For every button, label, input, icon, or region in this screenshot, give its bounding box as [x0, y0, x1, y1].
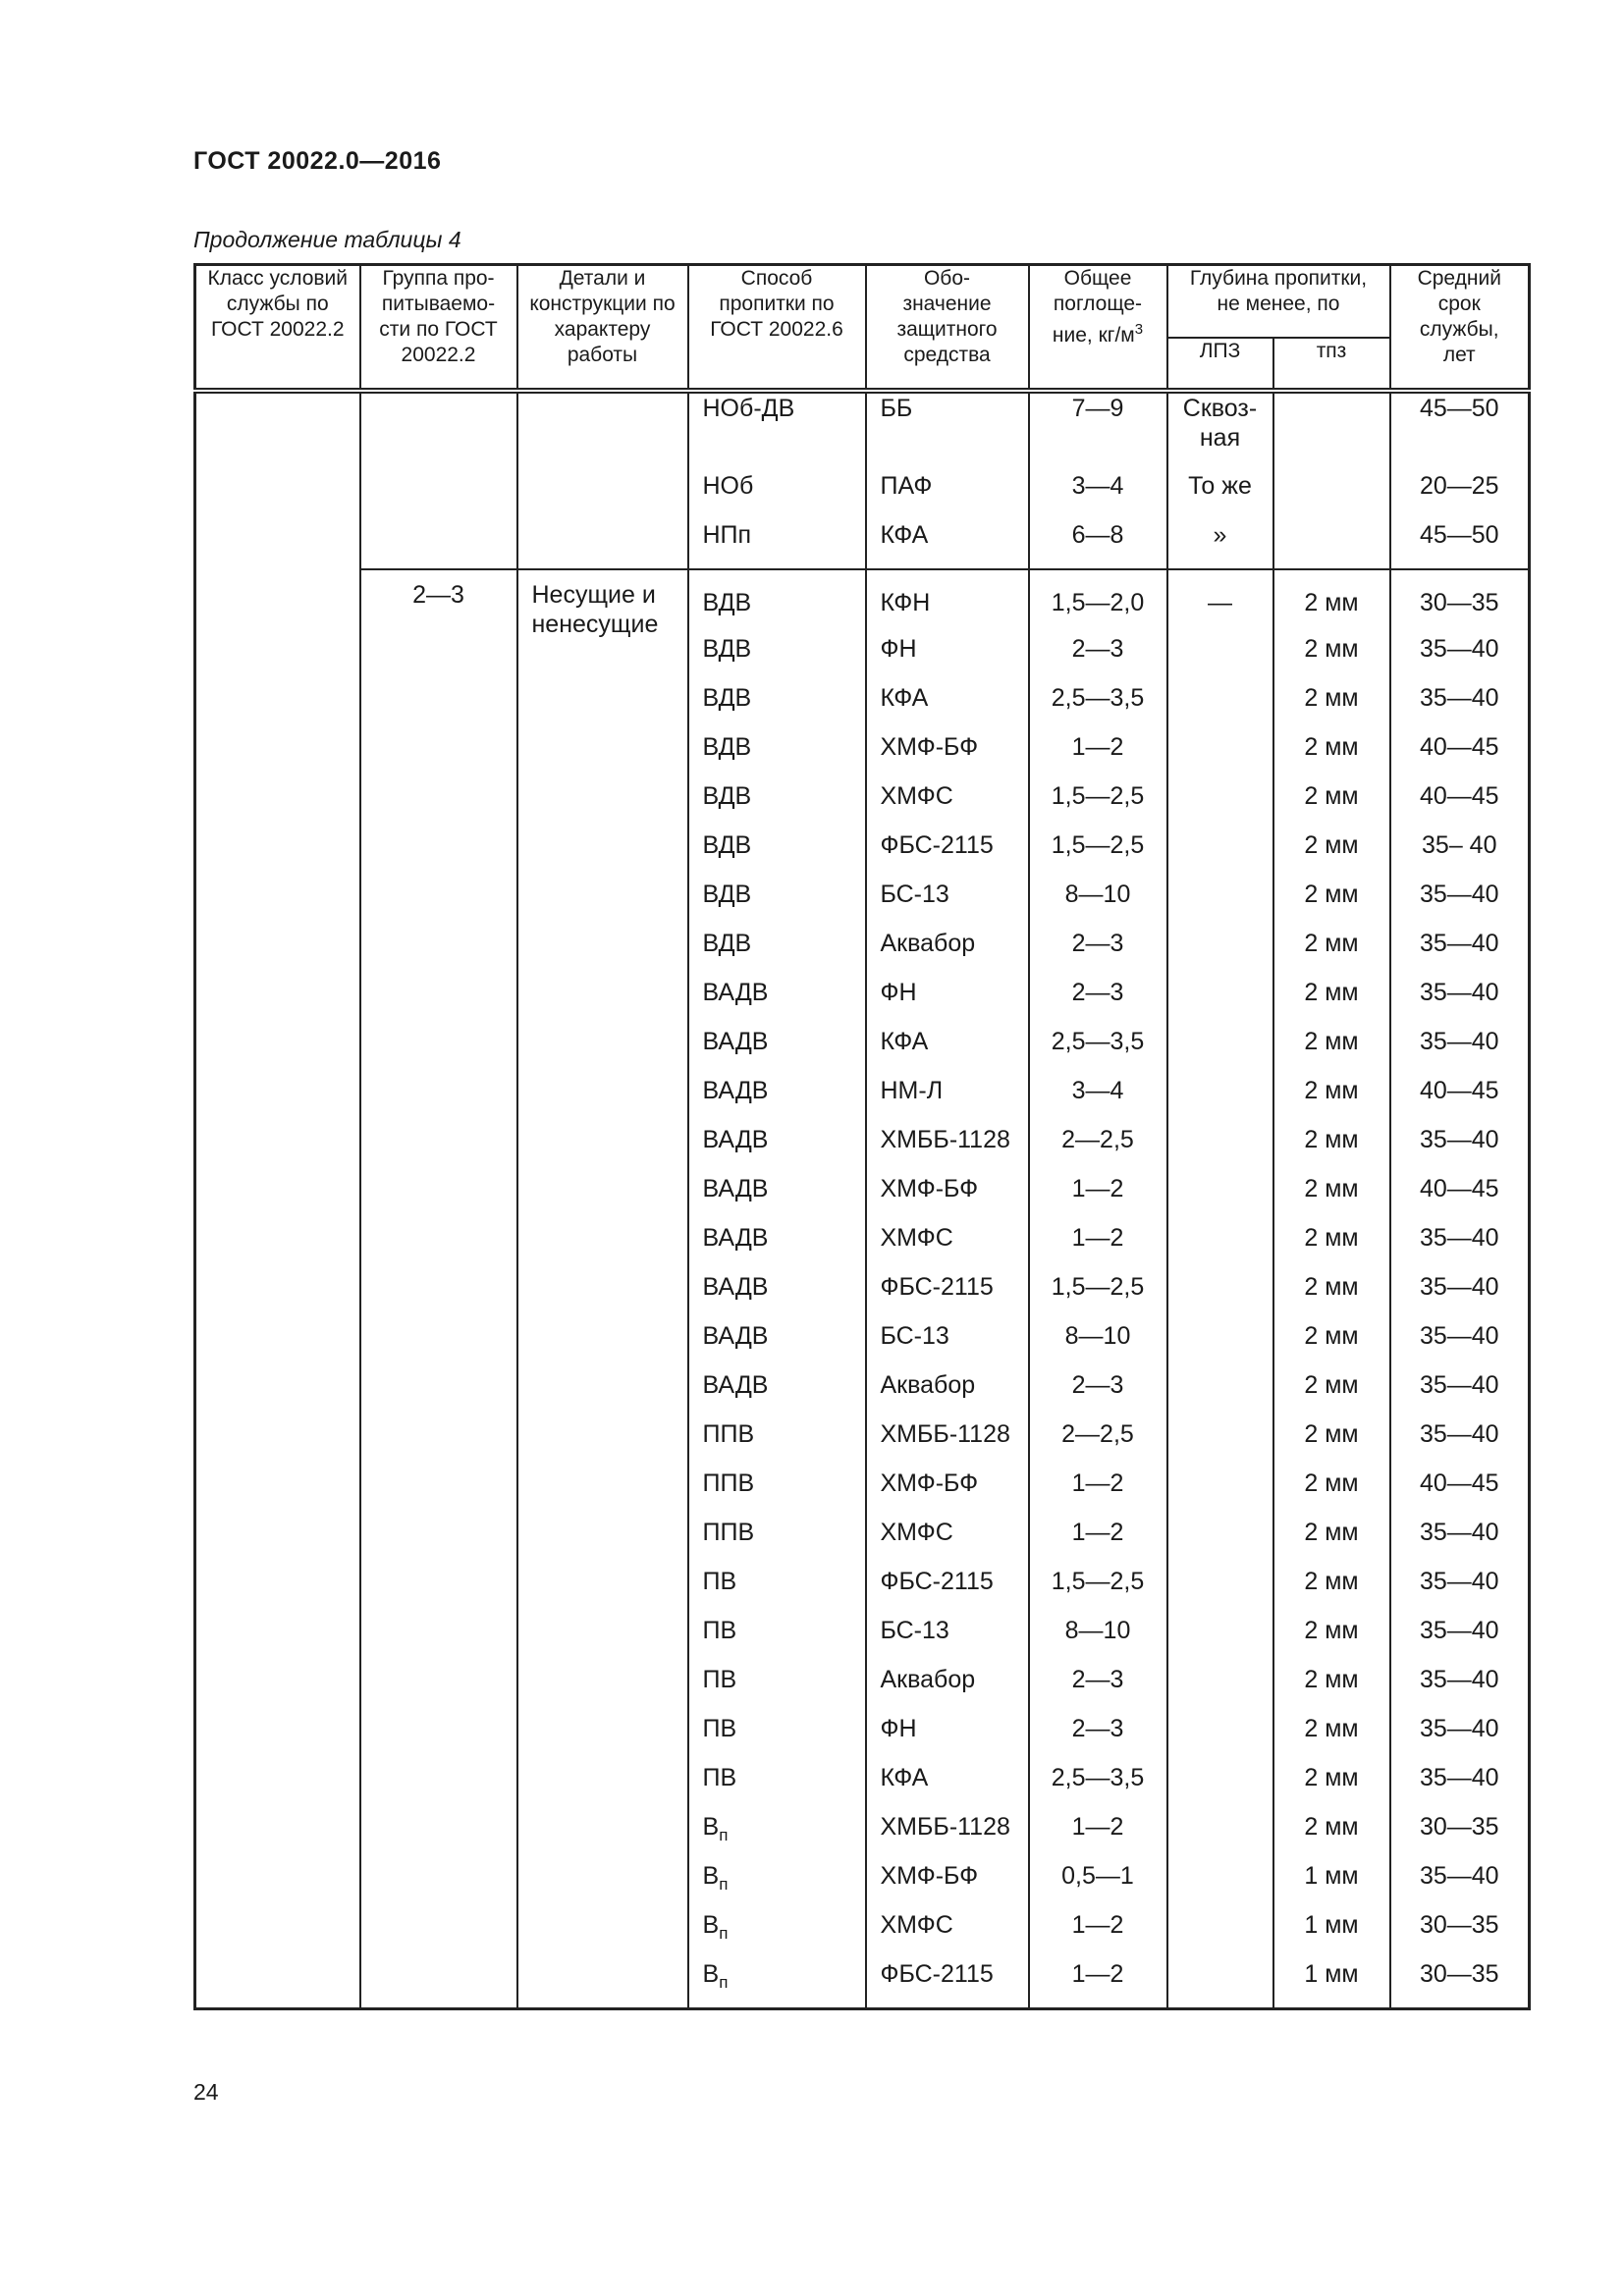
cell-designation: НМ-Л — [866, 1076, 1029, 1125]
cell-method — [688, 978, 866, 1027]
header-group: Группа про-питываемо-сти по ГОСТ 20022.2 — [360, 265, 517, 392]
cell-method — [688, 634, 866, 683]
method-subscript: п — [719, 1826, 729, 1844]
cell-designation: ХМФ-БФ — [866, 1468, 1029, 1518]
cell-lpz — [1167, 1812, 1273, 1861]
method-text: ПВ — [702, 1568, 737, 1595]
cell-tpz: 2 мм — [1273, 1714, 1390, 1763]
cell-designation: КФА — [866, 1763, 1029, 1812]
method-text: ВАДВ — [702, 1322, 769, 1350]
cell-method — [688, 1567, 866, 1616]
cell-absorption: 1,5—2,5 — [1029, 1567, 1167, 1616]
cell-tpz: 2 мм — [1273, 1321, 1390, 1370]
cell-tpz: 2 мм — [1273, 683, 1390, 732]
cell-tpz: 2 мм — [1273, 1665, 1390, 1714]
cell-designation: ХМББ-1128 — [866, 1812, 1029, 1861]
cell-designation: ФБС-2115 — [866, 1272, 1029, 1321]
cell-service: 35—40 — [1390, 1714, 1530, 1763]
cell-absorption: 2—2,5 — [1029, 1125, 1167, 1174]
cell-lpz — [1167, 1910, 1273, 1959]
cell-tpz: 2 мм — [1273, 1370, 1390, 1419]
cell-lpz — [1167, 1321, 1273, 1370]
cell-absorption: 1,5—2,5 — [1029, 1272, 1167, 1321]
cell-designation: Аквабор — [866, 929, 1029, 978]
cell-absorption: 3—4 — [1029, 1076, 1167, 1125]
header-class: Класс условий службы по ГОСТ 20022.2 — [195, 265, 360, 392]
cell-tpz: 2 мм — [1273, 1272, 1390, 1321]
cell-absorption: 1,5—2,0 — [1029, 569, 1167, 634]
cell-designation: ХМФС — [866, 1223, 1029, 1272]
cell-lpz — [1167, 781, 1273, 830]
method-text: ВДВ — [702, 635, 752, 663]
document-title: ГОСТ 20022.0—2016 — [193, 147, 442, 175]
cell-absorption: 2,5—3,5 — [1029, 1027, 1167, 1076]
cell-method — [688, 569, 866, 634]
method-subscript: п — [719, 1973, 729, 1992]
cell-tpz: 2 мм — [1273, 1419, 1390, 1468]
cell-absorption: 1—2 — [1029, 1174, 1167, 1223]
cell-lpz — [1167, 978, 1273, 1027]
method-subscript: п — [719, 1924, 729, 1943]
header-designation: Обо-значение защитного средства — [866, 265, 1029, 392]
cell-method — [688, 732, 866, 781]
cell-lpz — [1167, 1223, 1273, 1272]
method-text: В — [702, 1911, 720, 1939]
cell-tpz: 2 мм — [1273, 1223, 1390, 1272]
cell-absorption: 1—2 — [1029, 1518, 1167, 1567]
method-text: ВДВ — [702, 733, 752, 761]
cell-designation: ХМФС — [866, 1910, 1029, 1959]
cell-lpz: — — [1167, 569, 1273, 634]
cell-service: 35—40 — [1390, 1567, 1530, 1616]
cell-designation: ХМФ-БФ — [866, 1861, 1029, 1910]
cell-service: 35—40 — [1390, 1125, 1530, 1174]
cell-tpz: 2 мм — [1273, 978, 1390, 1027]
cell-designation: ФБС-2115 — [866, 830, 1029, 880]
cell-service: 35—40 — [1390, 880, 1530, 929]
cell-absorption: 2—2,5 — [1029, 1419, 1167, 1468]
cell-lpz — [1167, 634, 1273, 683]
cell-tpz: 2 мм — [1273, 569, 1390, 634]
cell-method — [688, 1518, 866, 1567]
cell-lpz — [1167, 732, 1273, 781]
method-text: В — [702, 1862, 720, 1890]
cell-method — [688, 1223, 866, 1272]
cell-tpz: 2 мм — [1273, 1763, 1390, 1812]
cell-method — [688, 1812, 866, 1861]
cell-designation: ХМФ-БФ — [866, 1174, 1029, 1223]
cell-tpz: 1 мм — [1273, 1910, 1390, 1959]
cell-method: НОб — [688, 471, 866, 520]
cell-designation: БС-13 — [866, 1616, 1029, 1665]
cell-lpz — [1167, 1763, 1273, 1812]
cell-absorption: 2—3 — [1029, 1370, 1167, 1419]
cell-lpz — [1167, 1076, 1273, 1125]
cell-absorption: 2—3 — [1029, 634, 1167, 683]
cell-service: 20—25 — [1390, 471, 1530, 520]
method-text: ВАДВ — [702, 1175, 769, 1202]
method-text: ВАДВ — [702, 1273, 769, 1301]
cell-tpz — [1273, 520, 1390, 569]
cell-absorption: 2—3 — [1029, 929, 1167, 978]
header-depth: Глубина пропитки, не менее, по — [1167, 265, 1390, 339]
cell-method — [688, 1468, 866, 1518]
cell-lpz — [1167, 1861, 1273, 1910]
cell-lpz — [1167, 1272, 1273, 1321]
protection-table — [193, 263, 1531, 2010]
cell-method — [688, 830, 866, 880]
method-subscript: п — [719, 1875, 729, 1894]
cell-designation: ББ — [866, 391, 1029, 471]
table-header — [195, 265, 1530, 392]
header-service: Средний срок службы, лет — [1390, 265, 1530, 392]
cell-service: 35—40 — [1390, 1027, 1530, 1076]
cell-tpz: 2 мм — [1273, 1518, 1390, 1567]
cell-method — [688, 1861, 866, 1910]
cell-class-empty — [195, 391, 360, 2008]
cell-service: 40—45 — [1390, 1468, 1530, 1518]
cell-lpz — [1167, 1567, 1273, 1616]
method-text: ППВ — [702, 1469, 755, 1497]
cell-absorption: 2—3 — [1029, 1714, 1167, 1763]
cell-absorption: 8—10 — [1029, 880, 1167, 929]
method-text: ПВ — [702, 1617, 737, 1644]
cell-designation: Аквабор — [866, 1370, 1029, 1419]
cell-designation: ФН — [866, 1714, 1029, 1763]
cell-service: 35—40 — [1390, 1272, 1530, 1321]
cell-service: 35—40 — [1390, 683, 1530, 732]
header-absorption — [1029, 265, 1167, 392]
cell-tpz — [1273, 471, 1390, 520]
cell-group-empty — [360, 391, 517, 569]
table-row — [195, 569, 1530, 634]
cell-tpz: 2 мм — [1273, 1567, 1390, 1616]
cell-details-empty — [517, 391, 688, 569]
cell-service: 30—35 — [1390, 1812, 1530, 1861]
method-text: ПВ — [702, 1715, 737, 1742]
cell-method — [688, 781, 866, 830]
cell-lpz — [1167, 929, 1273, 978]
cell-service: 35—40 — [1390, 1321, 1530, 1370]
cell-method — [688, 1125, 866, 1174]
method-text: ВАДВ — [702, 1371, 769, 1399]
cell-lpz: Сквоз-ная — [1167, 391, 1273, 471]
cell-designation: ХМББ-1128 — [866, 1419, 1029, 1468]
cell-lpz — [1167, 880, 1273, 929]
cell-designation: ФН — [866, 978, 1029, 1027]
cell-service: 35—40 — [1390, 634, 1530, 683]
cell-tpz: 2 мм — [1273, 634, 1390, 683]
method-text: ППВ — [702, 1420, 755, 1448]
cell-service: 30—35 — [1390, 1910, 1530, 1959]
cell-tpz: 2 мм — [1273, 1468, 1390, 1518]
cell-absorption: 1—2 — [1029, 1910, 1167, 1959]
cell-absorption: 7—9 — [1029, 391, 1167, 471]
cell-method — [688, 1616, 866, 1665]
cell-lpz — [1167, 1518, 1273, 1567]
cell-lpz — [1167, 1714, 1273, 1763]
cell-designation: ФБС-2115 — [866, 1959, 1029, 2008]
cell-group: 2—3 — [360, 569, 517, 2008]
cell-method — [688, 1174, 866, 1223]
table-body — [195, 391, 1530, 2008]
cell-service: 35—40 — [1390, 1419, 1530, 1468]
cell-designation: БС-13 — [866, 880, 1029, 929]
cell-tpz: 2 мм — [1273, 880, 1390, 929]
cell-method — [688, 1076, 866, 1125]
cell-service: 35—40 — [1390, 1518, 1530, 1567]
method-text: ПВ — [702, 1764, 737, 1791]
cell-lpz — [1167, 1125, 1273, 1174]
cell-tpz: 2 мм — [1273, 781, 1390, 830]
table-row — [195, 391, 1530, 471]
method-text: ВДВ — [702, 684, 752, 712]
cell-designation: ФН — [866, 634, 1029, 683]
cell-method — [688, 1027, 866, 1076]
method-text: ВАДВ — [702, 979, 769, 1006]
cell-absorption: 1—2 — [1029, 1223, 1167, 1272]
cell-service: 30—35 — [1390, 569, 1530, 634]
cell-method: НОб-ДВ — [688, 391, 866, 471]
cell-absorption: 2—3 — [1029, 1665, 1167, 1714]
method-text: ВДВ — [702, 589, 752, 616]
cell-designation: ХМББ-1128 — [866, 1125, 1029, 1174]
cell-tpz: 2 мм — [1273, 1174, 1390, 1223]
cell-service: 35—40 — [1390, 1223, 1530, 1272]
cell-lpz — [1167, 1419, 1273, 1468]
cell-absorption: 8—10 — [1029, 1616, 1167, 1665]
cell-designation: ХМФ-БФ — [866, 732, 1029, 781]
cell-tpz: 2 мм — [1273, 732, 1390, 781]
cell-designation: ХМФС — [866, 781, 1029, 830]
cell-tpz: 2 мм — [1273, 1076, 1390, 1125]
method-text: ВАДВ — [702, 1224, 769, 1252]
cell-absorption: 8—10 — [1029, 1321, 1167, 1370]
cell-tpz: 2 мм — [1273, 1125, 1390, 1174]
cell-lpz — [1167, 683, 1273, 732]
cell-service: 35—40 — [1390, 929, 1530, 978]
cell-absorption: 3—4 — [1029, 471, 1167, 520]
cell-method — [688, 1321, 866, 1370]
cell-service: 40—45 — [1390, 732, 1530, 781]
cell-absorption: 1—2 — [1029, 732, 1167, 781]
cell-service: 35—40 — [1390, 1861, 1530, 1910]
table-caption: Продолжение таблицы 4 — [193, 227, 461, 252]
cell-method — [688, 929, 866, 978]
cell-service: 35—40 — [1390, 1763, 1530, 1812]
page-number: 24 — [193, 2079, 219, 2105]
header-details: Детали и конструкции по характеру работы — [517, 265, 688, 392]
method-text: ВДВ — [702, 782, 752, 810]
cell-method — [688, 1370, 866, 1419]
cell-designation: КФА — [866, 683, 1029, 732]
cell-method — [688, 880, 866, 929]
cell-service: 35—40 — [1390, 978, 1530, 1027]
cell-designation: ПАФ — [866, 471, 1029, 520]
cell-absorption: 0,5—1 — [1029, 1861, 1167, 1910]
cell-method — [688, 1910, 866, 1959]
cell-lpz — [1167, 1959, 1273, 2008]
cell-method — [688, 1272, 866, 1321]
cell-tpz: 1 мм — [1273, 1959, 1390, 2008]
cell-service: 35—40 — [1390, 1665, 1530, 1714]
cell-method — [688, 1763, 866, 1812]
cell-tpz: 2 мм — [1273, 1812, 1390, 1861]
cell-service: 40—45 — [1390, 1076, 1530, 1125]
cell-service: 45—50 — [1390, 520, 1530, 569]
cell-service: 40—45 — [1390, 1174, 1530, 1223]
cell-tpz — [1273, 391, 1390, 471]
method-text: ВДВ — [702, 930, 752, 957]
cell-designation: КФА — [866, 1027, 1029, 1076]
cell-lpz — [1167, 1174, 1273, 1223]
cell-service: 45—50 — [1390, 391, 1530, 471]
header-absorption-text: Общее поглоще-ние, кг/м — [1052, 267, 1143, 347]
cell-absorption: 2,5—3,5 — [1029, 1763, 1167, 1812]
cell-method — [688, 1714, 866, 1763]
method-text: В — [702, 1960, 720, 1988]
cell-absorption: 2,5—3,5 — [1029, 683, 1167, 732]
cell-designation: БС-13 — [866, 1321, 1029, 1370]
cell-absorption: 1,5—2,5 — [1029, 830, 1167, 880]
cell-designation: КФН — [866, 569, 1029, 634]
cell-absorption: 6—8 — [1029, 520, 1167, 569]
method-text: ВДВ — [702, 831, 752, 859]
cell-method — [688, 1665, 866, 1714]
method-text: ВАДВ — [702, 1077, 769, 1104]
cell-absorption: 1—2 — [1029, 1468, 1167, 1518]
cell-lpz — [1167, 830, 1273, 880]
method-text: ПВ — [702, 1666, 737, 1693]
header-tpz: тпз — [1273, 338, 1390, 391]
cell-absorption: 2—3 — [1029, 978, 1167, 1027]
cell-service: 35—40 — [1390, 1616, 1530, 1665]
cell-service: 40—45 — [1390, 781, 1530, 830]
method-text: ВАДВ — [702, 1028, 769, 1055]
cell-service: 35—40 — [1390, 1370, 1530, 1419]
cell-method — [688, 1959, 866, 2008]
method-text: В — [702, 1813, 720, 1841]
method-text: ВДВ — [702, 881, 752, 908]
cell-designation: КФА — [866, 520, 1029, 569]
cell-absorption: 1—2 — [1029, 1812, 1167, 1861]
method-text: ППВ — [702, 1519, 755, 1546]
cell-lpz — [1167, 1616, 1273, 1665]
cell-tpz: 2 мм — [1273, 1027, 1390, 1076]
cell-tpz: 2 мм — [1273, 830, 1390, 880]
cell-absorption: 1,5—2,5 — [1029, 781, 1167, 830]
cell-designation: ХМФС — [866, 1518, 1029, 1567]
cell-lpz: » — [1167, 520, 1273, 569]
cell-tpz: 1 мм — [1273, 1861, 1390, 1910]
cell-designation: ФБС-2115 — [866, 1567, 1029, 1616]
cell-method — [688, 1419, 866, 1468]
cell-method — [688, 683, 866, 732]
header-method: Способ пропитки по ГОСТ 20022.6 — [688, 265, 866, 392]
cell-tpz: 2 мм — [1273, 929, 1390, 978]
cell-absorption: 1—2 — [1029, 1959, 1167, 2008]
cell-lpz — [1167, 1370, 1273, 1419]
cell-service: 35– 40 — [1390, 830, 1530, 880]
cell-service: 30—35 — [1390, 1959, 1530, 2008]
cell-designation: Аквабор — [866, 1665, 1029, 1714]
cell-lpz: То же — [1167, 471, 1273, 520]
method-text: ВАДВ — [702, 1126, 769, 1153]
cell-tpz: 2 мм — [1273, 1616, 1390, 1665]
header-lpz: ЛПЗ — [1167, 338, 1273, 391]
cell-lpz — [1167, 1468, 1273, 1518]
cell-lpz — [1167, 1027, 1273, 1076]
header-absorption-sup: 3 — [1134, 321, 1144, 338]
cell-details: Несущие и ненесущие — [517, 569, 688, 2008]
cell-lpz — [1167, 1665, 1273, 1714]
cell-method: НПп — [688, 520, 866, 569]
